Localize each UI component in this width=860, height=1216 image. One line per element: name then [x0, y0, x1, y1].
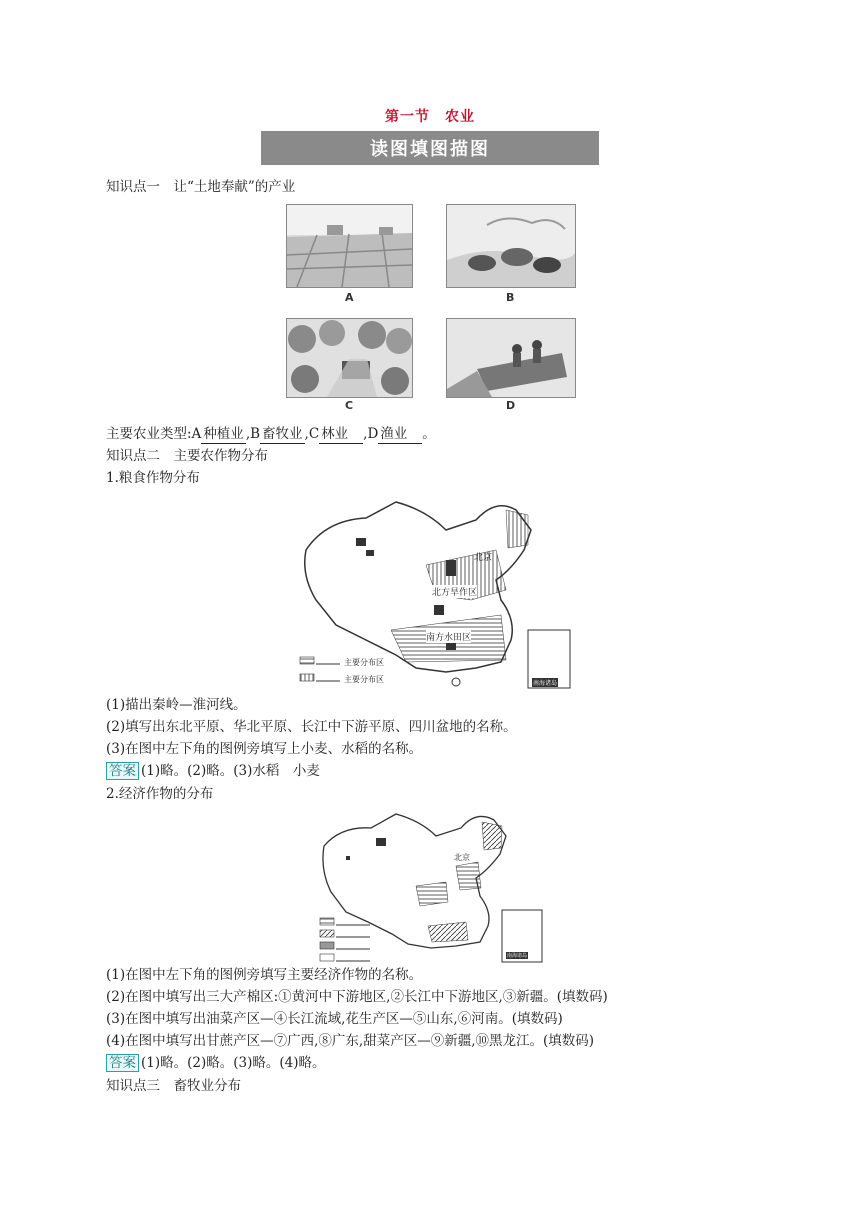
b-prefix: ,B: [245, 426, 261, 442]
answer-a: 种植业: [203, 426, 244, 442]
answer-tag: 答案: [106, 762, 139, 780]
cash-crops-map: [316, 806, 556, 966]
answer-tag-2: 答案: [106, 1054, 139, 1072]
types-prefix: 主要农业类型:A: [106, 426, 202, 442]
photo-c-caption: C: [345, 399, 354, 412]
answer-c: 林业: [319, 425, 363, 444]
answer-d: 渔业: [378, 425, 422, 444]
answer-b: 畜牧业: [262, 426, 303, 442]
types-end: 。: [422, 426, 436, 442]
map1-legend-1: 主要分布区: [344, 658, 384, 667]
photo-d-illustration: [447, 319, 575, 397]
photo-b-livestock: [446, 204, 576, 288]
cash-question-2: (2)在图中填写出三大产棉区:①黄河中下游地区,②长江中下游地区,③新疆。(填数码): [106, 989, 608, 1005]
banner-text: 读图填图描图: [370, 139, 490, 160]
cash-question-3: (3)在图中填写出油菜产区—④长江流域,花生产区—⑤山东,⑥河南。(填数码): [106, 1011, 563, 1027]
cash-answer-text: (1)略。(2)略。(3)略。(4)略。: [141, 1055, 326, 1071]
grain-answer: [106, 762, 320, 780]
grain-crops-map: [296, 490, 576, 690]
cash-question-1: (1)在图中左下角的图例旁填写主要经济作物的名称。: [106, 967, 423, 983]
map1-label-north-dry: 北方旱作区: [432, 585, 477, 598]
kp1-heading: 知识点一 让“土地奉献”的产业: [106, 179, 296, 195]
cash-map-svg: [316, 806, 556, 966]
d-prefix: ,D: [363, 426, 379, 442]
grain-question-2: (2)填写出东北平原、华北平原、长江中下游平原、四川盆地的名称。: [106, 719, 517, 735]
grain-question-3: (3)在图中左下角的图例旁填写上小麦、水稻的名称。: [106, 741, 423, 757]
photo-a-illustration: [287, 205, 412, 287]
map1-legend-2: 主要分布区: [344, 675, 384, 684]
map2-label-beijing: 北京: [454, 853, 470, 862]
photo-c-forestry: [286, 318, 413, 398]
cash-crop-subheading: 2.经济作物的分布: [106, 786, 214, 802]
photo-d-caption: D: [506, 399, 516, 412]
cash-answer: [106, 1054, 326, 1072]
photo-b-caption: B: [506, 291, 515, 304]
map2-inset-label: 南海诸岛: [507, 953, 528, 959]
photo-b-illustration: [447, 205, 575, 287]
c-prefix: ,C: [304, 426, 320, 442]
map1-label-beijing: 北京: [474, 553, 493, 563]
kp3-heading: 知识点三 畜牧业分布: [106, 1078, 241, 1094]
cash-question-4: (4)在图中填写出甘蔗产区—⑦广西,⑧广东,甜菜产区—⑨新疆,⑩黑龙江。(填数码): [106, 1033, 595, 1049]
map1-inset-label: 南海诸岛: [533, 680, 558, 687]
grain-subheading: 1.粮食作物分布: [106, 470, 200, 486]
photo-a-cropland: [286, 204, 413, 288]
agriculture-types-line: [106, 425, 436, 444]
grain-answer-text: (1)略。(2)略。(3)水稻 小麦: [141, 763, 320, 779]
photo-c-illustration: [287, 319, 412, 397]
grain-question-1: (1)描出秦岭—淮河线。: [106, 697, 247, 713]
photo-d-fishery: [446, 318, 576, 398]
photo-a-caption: A: [345, 291, 354, 304]
map1-label-south-paddy: 南方水田区: [426, 630, 471, 643]
section-banner: [261, 131, 599, 165]
kp2-heading: 知识点二 主要农作物分布: [106, 448, 268, 464]
section-title: 第一节 农业: [385, 109, 475, 125]
